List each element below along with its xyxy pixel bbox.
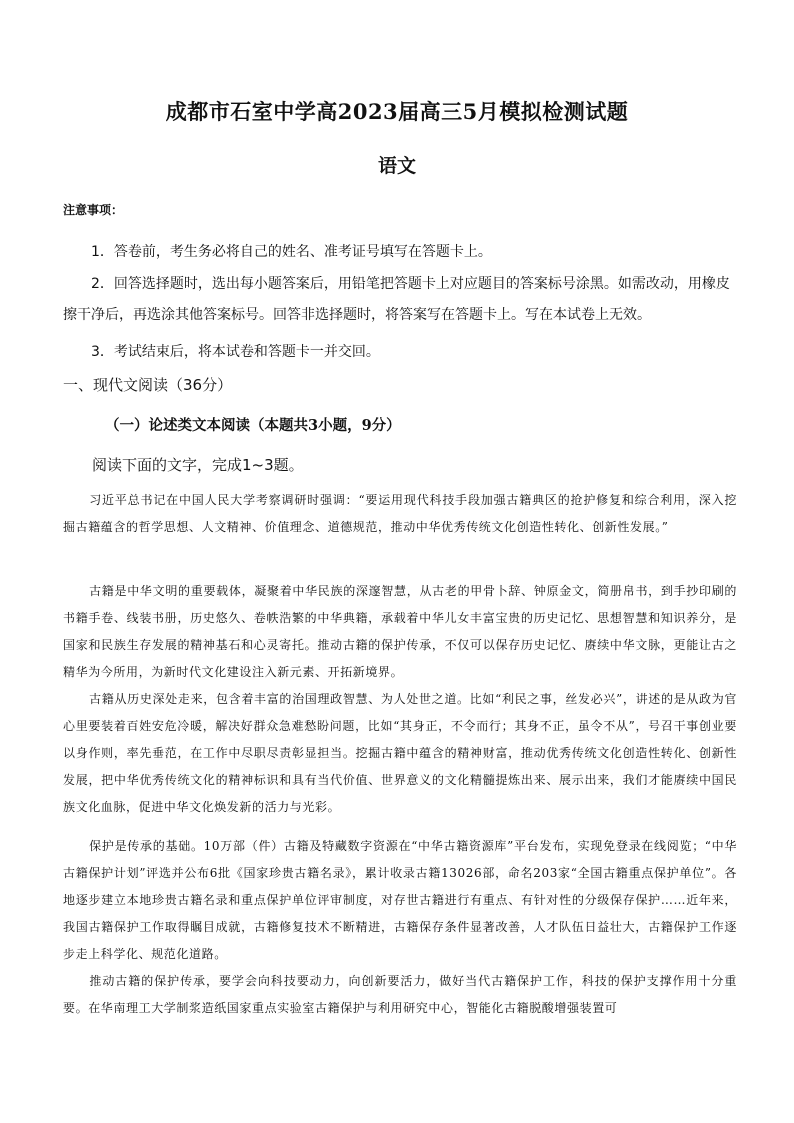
passage-paragraph [63, 578, 737, 686]
passage-paragraph [63, 968, 737, 1022]
paragraph-text: 保护是传承的基础。10万部（件）古籍及特藏数字资源在“中华古籍资源库”平台发布，实现免登录在线阅览；“中华古籍保护计划”评选并公布6批《国家珍贵古籍名录》，累计收录古籍13026部，命名203家“全国古籍重点保护单位”。各地逐步建立本地珍贵古籍名录和重点保护单位评审制度，对存世古籍进行有重点、有针对性的分级保存保护……近年来，我国古籍保护工作取得瞩目成就，古籍修复技术不断精进，古籍保存条件显著改善，人才队伍日益壮大，古籍保护工作逐步走上科学化、规范化道路。 [63, 839, 737, 961]
notice-item-text: 1．答卷前，考生务必将自己的姓名、准考证号填写在答题卡上。 [91, 244, 492, 260]
paragraph-text: 古籍从历史深处走来，包含着丰富的治国理政智慧、为人处世之道。比如“利民之事，丝发必兴”，讲述的是从政为官心里要装着百姓安危冷暖，解决好群众急难愁盼问题，比如“其身正，不令而行；其身不正，虽令不从”，号召干事创业要以身作则，率先垂范，在工作中尽职尽责彰显担当。挖掘古籍中蕴含的精神财富，推动优秀传统文化创造性转化、创新性发展，把中华优秀传统文化的精神标识和具有当代价值、世界意义的文化精髓提炼出来、展示出来，我们才能赓续中国民族文化血脉，促进中华文化焕发新的活力与光彩。 [63, 692, 737, 814]
notice-item [63, 337, 735, 368]
notice-item-text: 2．回答选择题时，选出每小题答案后，用铅笔把答题卡上对应题目的答案标号涂黑。如需改动，用橡皮擦干净后，再选涂其他答案标号。回答非选择题时，将答案写在答题卡上。写在本试卷上无效。 [63, 276, 730, 323]
exam-title: 成都市石室中学高2023届高三5月模拟检测试题 [165, 99, 629, 124]
paragraph-text: 习近平总书记在中国人民大学考察调研时强调：“要运用现代科技手段加强古籍典区的抢护修复和综合利用，深入挖掘古籍蕴含的哲学思想、人文精神、价值理念、道德规范，推动中华优秀传统文化创造性转化、创新性发展。” [63, 493, 737, 534]
passage-paragraph [63, 487, 737, 541]
notice-item-text: 3．考试结束后，将本试卷和答题卡一并交回。 [91, 344, 380, 360]
passage-paragraph [63, 686, 737, 821]
passage-paragraph [63, 833, 737, 968]
notice-item [63, 237, 735, 268]
notice-heading: 注意事项： [63, 203, 124, 217]
notice-item [63, 269, 735, 331]
paragraph-text: 推动古籍的保护传承，要学会向科技要动力，向创新要活力，做好当代古籍保护工作，科技的保护支撑作用十分重要。在华南理工大学制浆造纸国家重点实验室古籍保护与利用研究中心，智能化古籍脱酸增强装置可 [63, 974, 737, 1015]
subject-title: 语文 [377, 155, 416, 177]
reading-instruction: 阅读下面的文字，完成1~3题。 [92, 456, 304, 474]
paragraph-text: 古籍是中华文明的重要载体，凝聚着中华民族的深邃智慧，从古老的甲骨卜辞、钟原金文，简册帛书，到手抄印刷的书籍手卷、线装书册，历史悠久、卷帙浩繁的中华典籍，承载着中华儿女丰富宝贵的历史记忆、思想智慧和知识养分，是国家和民族生存发展的精神基石和心灵寄托。推动古籍的保护传承，不仅可以保存历史记忆、赓续中华文脉，更能让古之精华为今所用，为新时代文化建设注入新元素、开拓新境界。 [63, 584, 737, 679]
section-heading: 一、现代文阅读（36分） [63, 376, 233, 394]
subsection-heading: （一）论述类文本阅读（本题共3小题，9分） [105, 417, 401, 434]
